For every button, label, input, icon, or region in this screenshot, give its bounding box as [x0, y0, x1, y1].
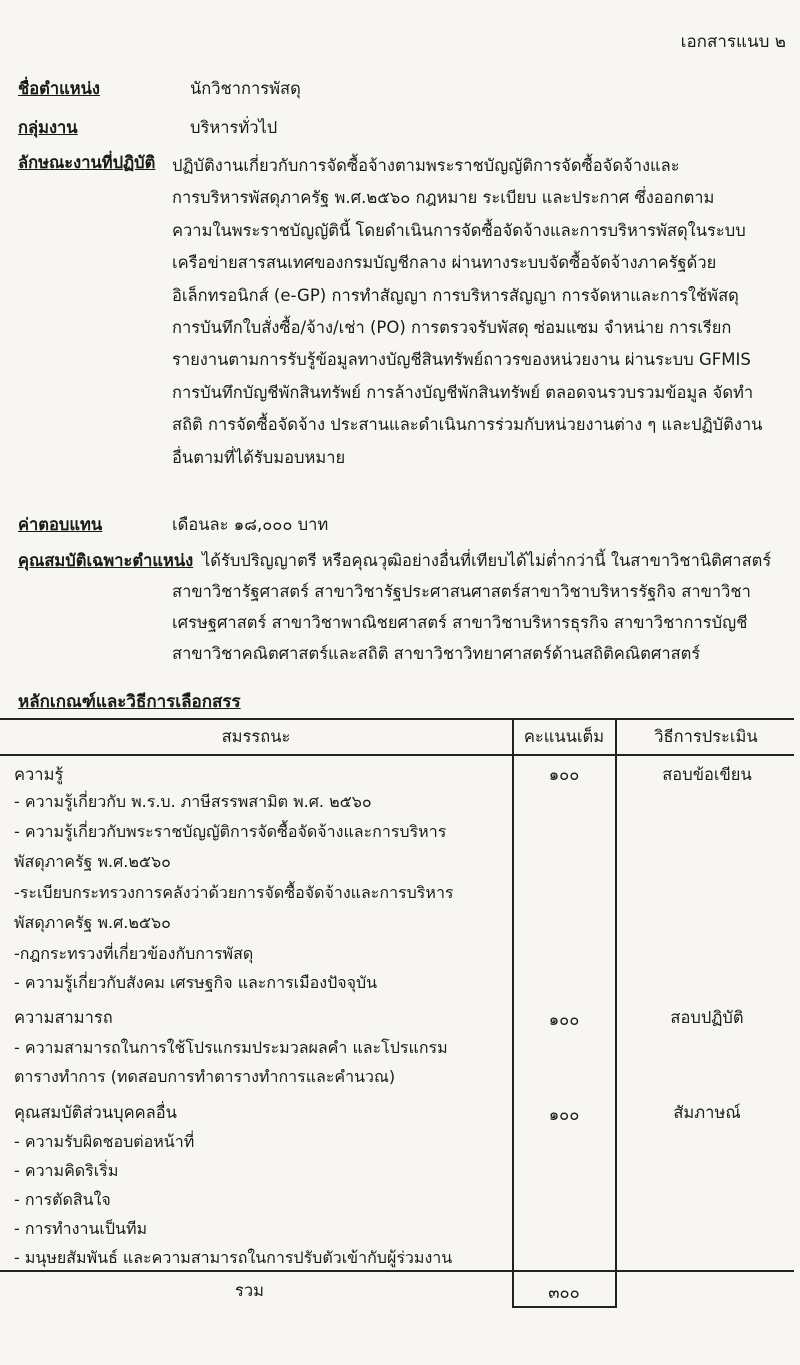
duties-line: อิเล็กทรอนิกส์ (e-GP) การทำสัญญา การบริหารสัญญา การจัดหาและการใช้พัสดุ — [172, 285, 739, 305]
duties-line: อื่นตามที่ได้รับมอบหมาย — [172, 447, 346, 467]
duties-line: รายงานตามการรับรู้ข้อมูลทางบัญชีสินทรัพย์ถาวรของหน่วยงาน ผ่านระบบ GFMIS — [172, 350, 751, 370]
duties-line: การบริหารพัสดุภาครัฐ พ.ศ.๒๕๖๐ กฎหมาย ระเบียบ และประกาศ ซึ่งออกตาม — [172, 188, 715, 208]
table-top-border — [0, 718, 794, 720]
header-method: วิธีการประเมิน — [654, 727, 758, 746]
section-knowledge-title: ความรู้ — [14, 765, 64, 784]
table-header-border — [0, 754, 794, 756]
qualification-line: เศรษฐศาสตร์ สาขาวิชาพาณิชยศาสตร์ สาขาวิชาบริหารธุรกิจ สาขาวิชาการบัญชี — [172, 613, 748, 632]
group-label: กลุ่มงาน — [18, 118, 78, 137]
list-item: ตารางทำการ (ทดสอบการทำตารางทำการและคำนวณ) — [14, 1067, 396, 1086]
section-personal-score: ๑๐๐ — [548, 1105, 580, 1124]
list-item: -กฎกระทรวงที่เกี่ยวข้องกับการพัสดุ — [14, 944, 254, 963]
section-personal-method: สัมภาษณ์ — [673, 1103, 741, 1122]
total-score: ๓๐๐ — [548, 1283, 580, 1302]
criteria-title: หลักเกณฑ์และวิธีการเลือกสรร — [18, 692, 241, 712]
list-item: - ความรู้เกี่ยวกับสังคม เศรษฐกิจ และการเมืองปัจจุบัน — [14, 973, 378, 992]
duties-line: ปฏิบัติงานเกี่ยวกับการจัดซื้อจ้างตามพระราชบัญญัติการจัดซื้อจัดจ้างและ — [172, 156, 680, 175]
duties-line: สถิติ การจัดซื้อจัดจ้าง ประสานและดำเนินการร่วมกับหน่วยงานต่าง ๆ และปฏิบัติงาน — [172, 415, 763, 435]
header-full-score: คะแนนเต็ม — [523, 727, 605, 746]
duties-line: ความในพระราชบัญญัตินี้ โดยดำเนินการจัดซื้อจัดจ้างและการบริหารพัสดุในระบบ — [172, 220, 746, 240]
qualification-line: สาขาวิชาคณิตศาสตร์และสถิติ สาขาวิชาวิทยาศาสตร์ด้านสถิติคณิตศาสตร์ — [172, 644, 701, 663]
salary-label: ค่าตอบแทน — [18, 515, 103, 534]
list-item: - การทำงานเป็นทีม — [14, 1219, 148, 1238]
qualification-label: คุณสมบัติเฉพาะตำแหน่ง — [18, 551, 194, 570]
salary-value: เดือนละ ๑๘,๐๐๐ บาท — [172, 515, 329, 534]
criteria-table — [0, 718, 800, 1308]
duties-line: เครือข่ายสารสนเทศของกรมบัญชีกลาง ผ่านทางระบบจัดซื้อจัดจ้างภาครัฐด้วย — [172, 253, 717, 273]
list-item: - ความคิดริเริ่ม — [14, 1161, 119, 1180]
section-knowledge-score: ๑๐๐ — [548, 765, 580, 784]
list-item: - ความรู้เกี่ยวกับพระราชบัญญัติการจัดซื้อจัดจ้างและการบริหาร — [14, 822, 447, 841]
qualification-line: ได้รับปริญญาตรี หรือคุณวุฒิอย่างอื่นที่เทียบได้ไม่ต่ำกว่านี้ ในสาขาวิชานิติศาสตร์ — [202, 551, 772, 570]
list-item: - มนุษยสัมพันธ์ และความสามารถในการปรับตัวเข้ากับผู้ร่วมงาน — [14, 1248, 453, 1267]
list-item: - ความรู้เกี่ยวกับ พ.ร.บ. ภาษีสรรพสามิต พ.ศ. ๒๕๖๐ — [14, 792, 372, 811]
section-knowledge-method: สอบข้อเขียน — [662, 765, 752, 784]
section-ability-method: สอบปฏิบัติ — [670, 1008, 744, 1027]
list-item: - ความรับผิดชอบต่อหน้าที่ — [14, 1132, 195, 1151]
total-label: รวม — [235, 1281, 265, 1300]
qualification-line: สาขาวิชารัฐศาสตร์ สาขาวิชารัฐประศาสนศาสตร์สาขาวิชาบริหารรัฐกิจ สาขาวิชา — [172, 582, 751, 601]
header-competency: สมรรถนะ — [221, 727, 291, 746]
duties-line: การบันทึกใบสั่งซื้อ/จ้าง/เช่า (PO) การตรวจรับพัสดุ ซ่อมแซม จำหน่าย การเรียก — [172, 317, 732, 337]
duties-line: การบันทึกบัญชีพักสินทรัพย์ การล้างบัญชีพักสินทรัพย์ ตลอดจนรวบรวมข้อมูล จัดทำ — [172, 382, 754, 402]
list-item: - การตัดสินใจ — [14, 1190, 111, 1209]
attachment-label: เอกสารแนบ ๒ — [680, 32, 786, 52]
total-bottom-border — [512, 1306, 616, 1308]
list-item: -ระเบียบกระทรวงการคลังว่าด้วยการจัดซื้อจัดจ้างและการบริหาร — [14, 883, 454, 902]
duties-text — [172, 150, 797, 474]
position-value: นักวิชาการพัสดุ — [190, 79, 301, 98]
section-ability-title: ความสามารถ — [14, 1008, 113, 1027]
list-item: พัสดุภาครัฐ พ.ศ.๒๕๖๐ — [14, 852, 171, 871]
group-value: บริหารทั่วไป — [190, 118, 278, 137]
duties-label: ลักษณะงานที่ปฏิบัติ — [18, 153, 156, 172]
section-ability-score: ๑๐๐ — [548, 1010, 580, 1029]
section-personal-title: คุณสมบัติส่วนบุคคลอื่น — [14, 1103, 177, 1122]
list-item: พัสดุภาครัฐ พ.ศ.๒๕๖๐ — [14, 913, 171, 932]
qualification-text — [172, 545, 797, 669]
position-label: ชื่อตำแหน่ง — [18, 79, 100, 98]
list-item: - ความสามารถในการใช้โปรแกรมประมวลผลคำ และโปรแกรม — [14, 1038, 448, 1057]
